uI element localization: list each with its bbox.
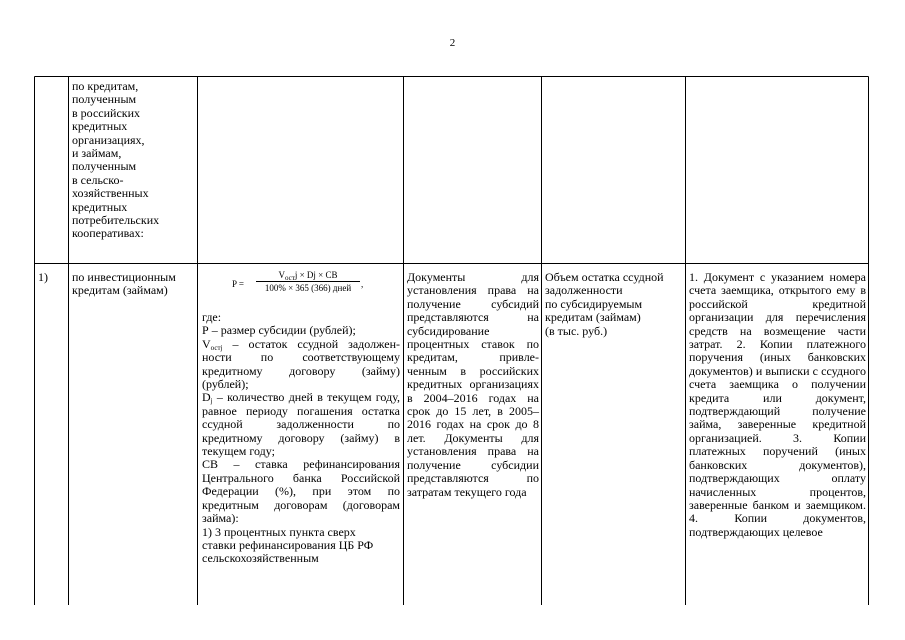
fraction-bar	[256, 281, 360, 282]
text-line: кредитных	[72, 119, 128, 134]
symbol: P	[202, 323, 209, 338]
formula-lhs: P =	[232, 279, 244, 289]
definition-text: – размер субсидии (рублей);	[208, 323, 356, 338]
text-line: полученным	[72, 159, 137, 174]
symbol-sub: остj	[210, 343, 223, 352]
copies-text: 1. Документ с указанием номера счета заемщика, открытого ему в российской кредитной организации для перечисления средств на возмещение части затрат. 2. Копии платежного поручения (иных банковских документов) и выписки с ссудного счета заемщика о получении кредита или документ, подтверждающий получение займа, заверенные кредитной организацией. 3. Копии платежных поручений (иных банковских документов), подтверждающих оплату начисленных процентов, заверенные банком и заемщиком. 4. Копии документов, подтверждающих целевое	[689, 270, 866, 539]
text-line: кооперативах:	[72, 226, 144, 241]
formula-v: V	[278, 270, 285, 280]
text-line: в сельско-	[72, 172, 124, 187]
definition-text: – остаток ссудной задолжен-ности по соответствующему кредитному договору (займу) (рублей);	[202, 336, 400, 392]
documents-text: Документы для установления права на получение субсидий представляются на субсидирование процентных ставок по кредитам, привле-ченным в российских кредитных организациях в 2004–2016 годах на срок до 15 лет, в 2005–2016 годах на срок до 8 лет. Документы для установления права на получение субсидии представляются по затратам текущего года	[407, 270, 539, 499]
row-number: 1)	[38, 270, 48, 284]
text-line: организациях,	[72, 132, 145, 147]
text-line: Объем остатка ссудной	[545, 270, 664, 284]
text-line: кредитам (займам)	[545, 310, 641, 325]
rate-note-line: ставки рефинансирования ЦБ РФ	[202, 537, 374, 552]
text-line: в российских	[72, 105, 141, 120]
symbol: V	[202, 336, 211, 351]
definition-text: – количество дней в текущем году, равное периоду погашения остатка ссудной задолженности по кредитному договору (займу) в текущем году;	[202, 390, 400, 459]
row-description: по инвестиционным кредитам (займам)	[72, 270, 176, 298]
subsidy-formula	[232, 270, 382, 300]
definition-p	[202, 324, 400, 337]
text-line: потребительских	[72, 213, 160, 228]
symbol: CB	[202, 457, 219, 472]
text-line: хозяйственных	[72, 186, 149, 201]
definition-text: – ставка рефинансирования Центрального банка Российской Федерации (%), при этом по кредитным договорам (договорам займа):	[202, 457, 400, 526]
formula-denominator: 100% × 365 (366) дней	[264, 283, 352, 293]
formula-v-sub: ост	[284, 274, 295, 282]
volume-text	[545, 271, 685, 338]
formula-numerator	[256, 270, 360, 280]
formula-definitions	[202, 311, 400, 566]
header-row-description	[72, 80, 194, 241]
text-line: по кредитам,	[72, 79, 139, 93]
symbol: D	[202, 390, 211, 405]
text-line: кредитных	[72, 199, 128, 214]
text-line: (в тыс. руб.)	[545, 323, 608, 338]
rate-note-line: 1) 3 процентных пункта сверх	[202, 524, 356, 539]
definition-d	[202, 391, 400, 458]
formula-numerator-rest: j × Dj × CB	[294, 270, 338, 280]
symbol-sub: j	[210, 397, 213, 406]
formula-tail: ,	[361, 279, 364, 289]
text-line: полученным	[72, 92, 137, 107]
definition-v	[202, 338, 400, 392]
rate-note-line: сельскохозяйственным	[202, 551, 319, 566]
definition-cb	[202, 458, 400, 525]
text-line: по субсидируемым	[545, 296, 643, 311]
page-number: 2	[449, 37, 456, 49]
text-line: задолженности	[545, 283, 623, 298]
where-label: где:	[202, 310, 222, 324]
text-line: и займам,	[72, 146, 122, 161]
